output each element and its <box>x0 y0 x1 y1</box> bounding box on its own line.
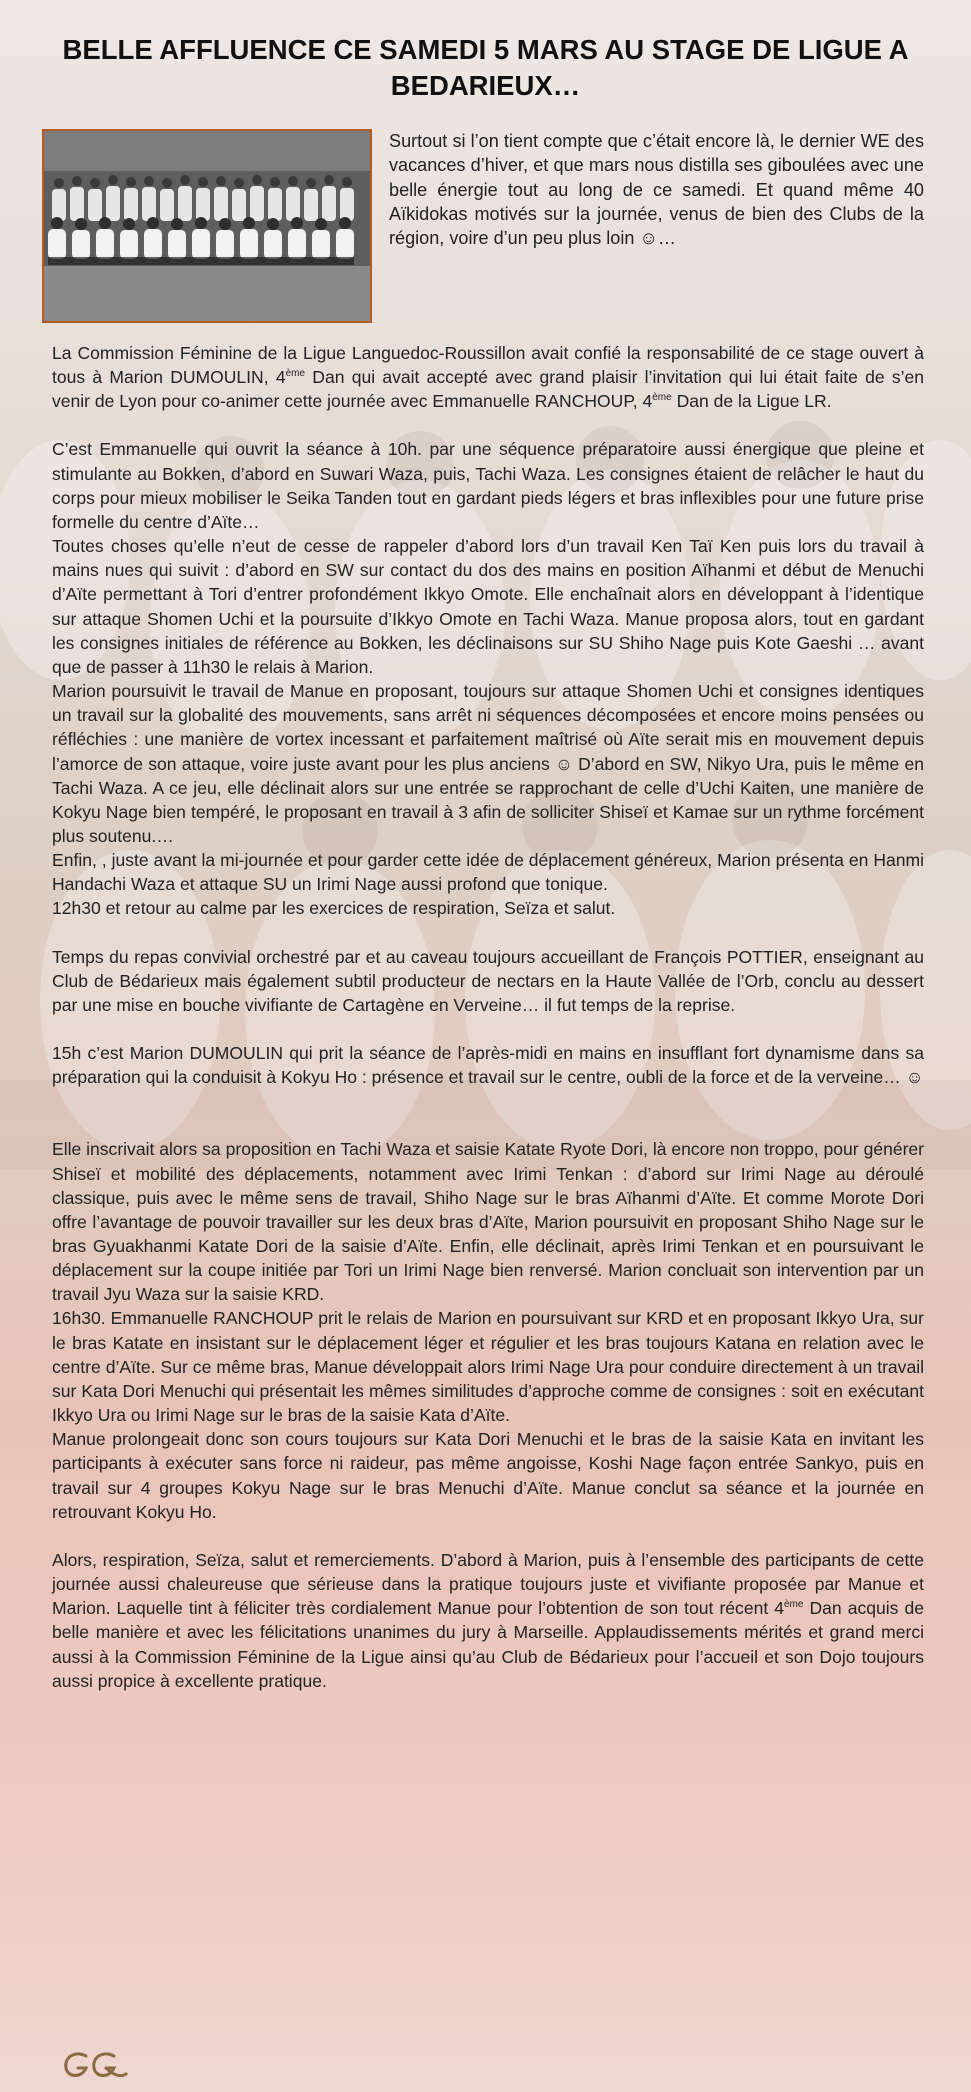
paragraph-tachi-waza: Elle inscrivait alors sa proposition en Tachi Waza et saisie Katate Ryote Dori, là encore non troppo, pour générer Shiseï et mobilité des déplacements, notamment avec Irimi Tenkan : d’abord sur Irimi Nage au déroulé classique, puis avec le même sens de travail, Shiho Nage sur le bras Aïhanmi d’Aïte. Et comme Morote Dori offre l’avantage de pouvoir travailler sur les deux bras d’Aïte, Marion poursuivit en proposant Shiho Nage sur le bras Gyuakhanmi Katate Dori de la saisie d’Aïte. Enfin, elle déclinait, après Irimi Tenkan et en poursuivant le déplacement sur la coupe initiée par Tori un Irimi Nage bien renversé. Marion concluait son intervention par un travail Jyu Waza sur la saisie KRD. <box>52 1139 924 1305</box>
paragraph-marion-morning: Marion poursuivit le travail de Manue en proposant, toujours sur attaque Shomen Uchi et consignes identiques un travail sur la globalité des mouvements, sans arrêt ni séquences décomposées et encore moins pensées ou réfléchies : une manière de vortex incessant et parfaitement maîtrisé où Aïte serait mis en mouvement depuis l’amorce de son attaque, voire juste avant pour les plus anciens ☺ D’abord en SW, Nikyo Ura, puis le même en Tachi Waza. A ce jeu, elle déclinait alors sur une entrée se rapprochant de celle d’Uchi Kaiten, une manière de Kokyu Nage bien tempéré, le proposant en travail à 3 afin de solliciter Shiseï et Kamae sur un rythme forcément plus soutenu.… <box>52 681 924 846</box>
group-photo-image <box>44 131 370 321</box>
paragraph-afternoon-start: 15h c’est Marion DUMOULIN qui prit la séance de l’après-midi en mains en insufflant fort dynamisme dans sa préparation qui la conduisit à Kokyu Ho : présence et travail sur le centre, oubli de la force et de la verveine… ☺ <box>52 1043 924 1088</box>
intro-paragraph: Surtout si l’on tient compte que c’était encore là, le dernier WE des vacances d’hiver, et que mars nous distilla ses giboulées avec une belle énergie tout au long de ce samedi. Et quand même 40 Aïkidokas motivés sur la journée, venus de bien des Clubs de la région, voire d’un peu plus loin ☺… <box>389 131 924 249</box>
paragraph-emmanuelle-afternoon: 16h30. Emmanuelle RANCHOUP prit le relais de Marion en poursuivant sur KRD et en proposant Ikkyo Ura, sur le bras Katate en insistant sur le déplacement léger et régulier et les bras toujours Katana en relation avec le centre d’Aïte. Sur ce même bras, Manue développait alors Irimi Nage Ura pour conduire directement à un travail sur Kata Dori Menuchi qui présentait les mêmes similitudes d’approche comme de consignes : soit en exécutant Ikkyo Ura ou Irimi Nage sur le bras de la saisie Kata d’Aïte. <box>52 1308 924 1426</box>
signature-logo <box>60 2048 130 2084</box>
article-title: BELLE AFFLUENCE CE SAMEDI 5 MARS AU STAGE DE LIGUE A BEDARIEUX… <box>62 34 909 101</box>
paragraph-lunch-break: 12h30 et retour au calme par les exercices de respiration, Seïza et salut. <box>52 898 616 919</box>
article-body <box>52 341 924 1693</box>
paragraph-meal: Temps du repas convivial orchestré par et au caveau toujours accueillant de François POTTIER, enseignant au Club de Bédarieux mais également subtil producteur de nectars en la Haute Vallée de l’Orb, conclu au dessert par une mise en bouche vivifiante de Cartagène en Verveine… il fut temps de la reprise. <box>52 946 924 1015</box>
paragraph-ken-tai-ken: Toutes choses qu’elle n’eut de cesse de rappeler d’abord lors d’un travail Ken Taï Ken puis lors du travail à mains nues qui suivit : d’abord en SW sur contact du dos des mains en position Aïhanmi et début de Menuchi d’Aïte permettant à Tori d’entrer profondément Ikkyo Omote. Elle enchaînait alors en développant à l’identique sur attaque Shomen Uchi et la poursuite d’Ikkyo Omote en Tachi Waza. Manue proposa alors, tout en gardant les consignes initiales de référence au Bokken, les déclinaisons sur SU Shiho Nage puis Kote Gaeshi … avant que de passer à 11h30 le relais à Marion. <box>52 536 924 677</box>
paragraph-kata-dori: Manue prolongeait donc son cours toujours sur Kata Dori Menuchi et le bras de la saisie Kata en invitant les participants à exécuter sans force ni raideur, pas même angoisse, Koshi Nage façon entrée Sankyo, puis en travail sur 4 groupes Kokyu Nage sur le bras Menuchi d’Aïte. Manue conclut sa séance et la journée en retrouvant Kokyu Ho. <box>52 1429 924 1522</box>
paragraph-commission: La Commission Féminine de la Ligue Languedoc-Roussillon avait confié la responsabilité de ce stage ouvert à tous à Marion DUMOULIN, 4ème Dan qui avait accepté avec grand plaisir l’invitation qui lui était faite de s’en venir de Lyon pour co-animer cette journée avec Emmanuelle RANCHOUP, 4ème Dan de la Ligue LR. <box>52 343 924 412</box>
paragraph-closing: Alors, respiration, Seïza, salut et remerciements. D’abord à Marion, puis à l’ensemble des participants de cette journée aussi chaleureuse que sérieuse dans la pratique toujours juste et vivifiante proposée par Manue et Marion. Laquelle tint à féliciter très cordialement Manue pour l’obtention de son tout récent 4ème Dan acquis de belle manière et avec les félicitations unanimes du jury à Marseille. Applaudissements mérités et grand merci aussi à la Commission Féminine de la Ligue ainsi qu’au Club de Bédarieux pour l’accueil et son Dojo toujours aussi propice à excellente pratique. <box>52 1549 924 1691</box>
paragraph-morning-opening: C’est Emmanuelle qui ouvrit la séance à 10h. par une séquence préparatoire aussi énergique que pleine et stimulante au Bokken, d’abord en Suwari Waza, puis, Tachi Waza. Les consignes étaient de relâcher le haut du corps pour mieux mobiliser le Seika Tanden tout en gardant pieds légers et bras inflexibles pour une future prise formelle du centre d’Aïte… <box>52 439 924 532</box>
paragraph-midday: Enfin, , juste avant la mi-journée et pour garder cette idée de déplacement généreux, Marion présenta en Hanmi Handachi Waza et attaque SU un Irimi Nage aussi profond que tonique. <box>52 850 924 895</box>
group-photo <box>42 129 372 323</box>
